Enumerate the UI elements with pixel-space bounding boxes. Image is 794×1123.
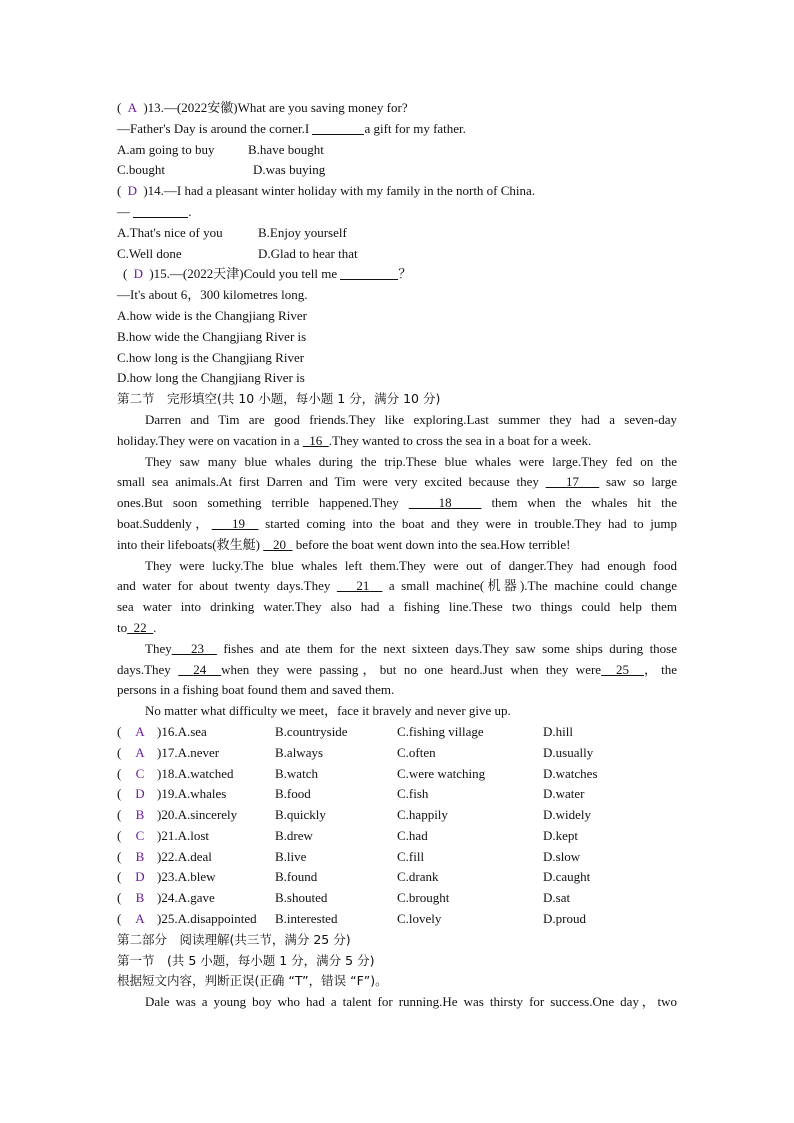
cloze-option-b: B.watch	[275, 765, 318, 781]
question-15-option-d: D.how long the Changjiang River is	[117, 370, 305, 386]
question-13-options-cd: C.bought D.was buying	[117, 162, 326, 178]
passage-line: ones.But soon something terrible happened.They 18 them when the whales hit the	[117, 495, 677, 511]
cloze-option-c: C.happily	[397, 807, 448, 823]
cloze-option-b: B.always	[275, 744, 324, 760]
blank-25: 25	[616, 661, 630, 677]
cloze-option-b: B.countryside	[275, 723, 348, 739]
cloze-option-d: D.watches	[543, 765, 598, 781]
cloze-option-d: D.usually	[543, 744, 594, 760]
section-title-cloze: 第二节 完形填空(共 10 小题，每小题 1 分，满分 10 分)	[117, 391, 441, 407]
passage-line: persons in a fishing boat found them and saved them.	[117, 682, 395, 698]
question-15-option-a: A.how wide is the Changjiang River	[117, 307, 307, 323]
cloze-question-row-19	[117, 784, 677, 805]
cloze-answer: B	[135, 890, 145, 906]
part-title-reading: 第二部分 阅读理解(共三节，满分 25 分)	[117, 931, 351, 947]
answer-14: D	[127, 183, 138, 199]
cloze-number-and-option-a: )18.A.watched	[157, 765, 234, 781]
question-14-options-cd: C.Well done D.Glad to hear that	[117, 245, 358, 261]
question-13-stem: ( A )13.—(2022安徽)What are you saving money for?	[117, 98, 677, 119]
passage-line: They 23 fishes and ate them for the next sixteen days.They saw some ships during those	[145, 640, 678, 656]
cloze-number-and-option-a: )25.A.disappointed	[157, 911, 257, 927]
cloze-option-d: D.kept	[543, 827, 579, 843]
cloze-paren: (	[117, 786, 122, 802]
cloze-option-c: C.fish	[397, 786, 429, 802]
cloze-question-row-25	[117, 909, 677, 930]
cloze-question-row-24	[117, 888, 677, 909]
section-title-true-false: 第一节 (共 5 小题，每小题 1 分，满分 5 分)	[117, 952, 375, 968]
cloze-question-row-22	[117, 847, 677, 868]
cloze-paren: (	[117, 890, 122, 906]
cloze-paren: (	[117, 827, 122, 843]
cloze-number-and-option-a: )21.A.lost	[157, 827, 210, 843]
cloze-option-c: C.fishing village	[397, 723, 484, 739]
passage-line: days.They 24 when they were passing，but no one heard.Just when they were 25 ，the	[117, 661, 678, 677]
cloze-option-b: B.food	[275, 786, 311, 802]
cloze-answer: A	[135, 911, 145, 927]
cloze-option-d: D.hill	[543, 723, 573, 739]
question-13-line: —Father's Day is around the corner.I a gift for my father.	[117, 120, 466, 136]
question-14-reply: — .	[117, 203, 192, 219]
cloze-number-and-option-a: )22.A.deal	[157, 848, 212, 864]
cloze-answer: A	[135, 723, 145, 739]
passage-line: to 22 .	[117, 619, 157, 635]
cloze-option-c: C.were watching	[397, 765, 486, 781]
cloze-option-d: D.sat	[543, 890, 571, 906]
blank-21: 21	[356, 578, 370, 594]
cloze-option-c: C.drank	[397, 869, 439, 885]
cloze-option-b: B.live	[275, 848, 307, 864]
blank-19: 19	[231, 515, 245, 531]
cloze-option-c: C.had	[397, 827, 428, 843]
cloze-option-b: B.drew	[275, 827, 313, 843]
cloze-number-and-option-a: )17.A.never	[157, 744, 220, 760]
cloze-answer: D	[135, 786, 145, 802]
cloze-number-and-option-a: )20.A.sincerely	[157, 807, 238, 823]
cloze-option-d: D.caught	[543, 869, 591, 885]
cloze-answer: C	[135, 827, 145, 843]
passage-line: Darren and Tim are good friends.They like exploring.Last summer they had a seven-day	[145, 411, 677, 427]
cloze-paren: (	[117, 807, 122, 823]
blank-22: 22	[133, 619, 147, 635]
cloze-option-b: B.quickly	[275, 807, 326, 823]
cloze-number-and-option-a: )23.A.blew	[157, 869, 216, 885]
answer-15: D	[133, 266, 144, 282]
cloze-paren: (	[117, 869, 122, 885]
blank-18: 18	[438, 495, 452, 511]
passage-line: sea water into drinking water.They also had a fishing line.These two things could help them	[117, 599, 677, 615]
cloze-option-c: C.lovely	[397, 911, 442, 927]
cloze-option-b: B.found	[275, 869, 318, 885]
blank	[340, 265, 398, 280]
cloze-answer: B	[135, 848, 145, 864]
cloze-paren: (	[117, 744, 122, 760]
question-15-stem: ( D )15.—(2022天津)Could you tell me ？	[117, 264, 677, 285]
blank-20: 20	[272, 536, 286, 552]
blank-16: 16	[309, 432, 323, 448]
cloze-option-d: D.slow	[543, 848, 581, 864]
cloze-question-row-17	[117, 743, 677, 764]
passage-line: They saw many blue whales during the trip.These blue whales were large.They fed on the	[145, 453, 677, 469]
cloze-number-and-option-a: )16.A.sea	[157, 723, 207, 739]
cloze-options-list	[117, 722, 677, 930]
blank-24: 24	[193, 661, 207, 677]
cloze-option-c: C.often	[397, 744, 436, 760]
passage-line: holiday.They were on vacation in a 16 .They wanted to cross the sea in a boat for a week.	[117, 432, 592, 448]
question-13-options-ab: A.am going to buy B.have bought	[117, 141, 324, 157]
passage-line: small sea animals.At first Darren and Tim were very excited because they 17 saw so large	[117, 474, 678, 490]
question-15-option-c: C.how long is the Changjiang River	[117, 349, 305, 365]
passage-line: boat.Suddenly， 19 started coming into the boat and they were in trouble.They had to jump	[117, 515, 678, 531]
answer-13: A	[127, 100, 138, 115]
cloze-answer: D	[135, 869, 145, 885]
passage-line: They were lucky.The blue whales left them.They were out of danger.They had enough food	[145, 557, 677, 573]
cloze-answer: C	[135, 765, 145, 781]
cloze-answer: A	[135, 744, 145, 760]
cloze-paren: (	[117, 765, 122, 781]
cloze-option-d: D.widely	[543, 807, 592, 823]
cloze-option-b: B.interested	[275, 911, 338, 927]
cloze-question-row-18	[117, 764, 677, 785]
blank-23: 23	[191, 640, 205, 656]
cloze-paren: (	[117, 848, 122, 864]
question-15-option-b: B.how wide the Changjiang River is	[117, 328, 307, 344]
blank-17: 17	[565, 474, 579, 490]
passage-line: No matter what difficulty we meet，face it bravely and never give up.	[145, 703, 511, 719]
blank	[312, 120, 364, 135]
cloze-option-d: D.water	[543, 786, 585, 802]
question-14-options-ab: A.That's nice of you B.Enjoy yourself	[117, 224, 347, 240]
cloze-option-c: C.fill	[397, 848, 425, 864]
cloze-option-d: D.proud	[543, 911, 586, 927]
exam-page	[117, 98, 677, 1013]
cloze-option-b: B.shouted	[275, 890, 328, 906]
cloze-option-c: C.brought	[397, 890, 450, 906]
question-15-reply: —It's about 6，300 kilometres long.	[117, 287, 308, 303]
cloze-paren: (	[117, 911, 122, 927]
cloze-number-and-option-a: )24.A.gave	[157, 890, 215, 906]
cloze-question-row-20	[117, 805, 677, 826]
cloze-paren: (	[117, 723, 122, 739]
instruction-text: 根据短文内容，判断正误(正确 “T”，错误 “F”)。	[117, 973, 388, 989]
cloze-number-and-option-a: )19.A.whales	[157, 786, 227, 802]
passage-line: into their lifeboats(救生艇) 20 before the boat went down into the sea.How terrible!	[117, 536, 571, 552]
question-14-stem: ( D )14.—I had a pleasant winter holiday with my family in the north of China.	[117, 181, 677, 202]
passage-line: and water for about twenty days.They 21 a small machine(机器).The machine could change	[117, 578, 677, 594]
cloze-answer: B	[135, 807, 145, 823]
cloze-question-row-16	[117, 722, 677, 743]
cloze-question-row-21	[117, 826, 677, 847]
blank	[133, 203, 188, 218]
cloze-question-row-23	[117, 867, 677, 888]
reading-passage-line: Dale was a young boy who had a talent for running.He was thirsty for success.One day，two	[145, 994, 677, 1010]
